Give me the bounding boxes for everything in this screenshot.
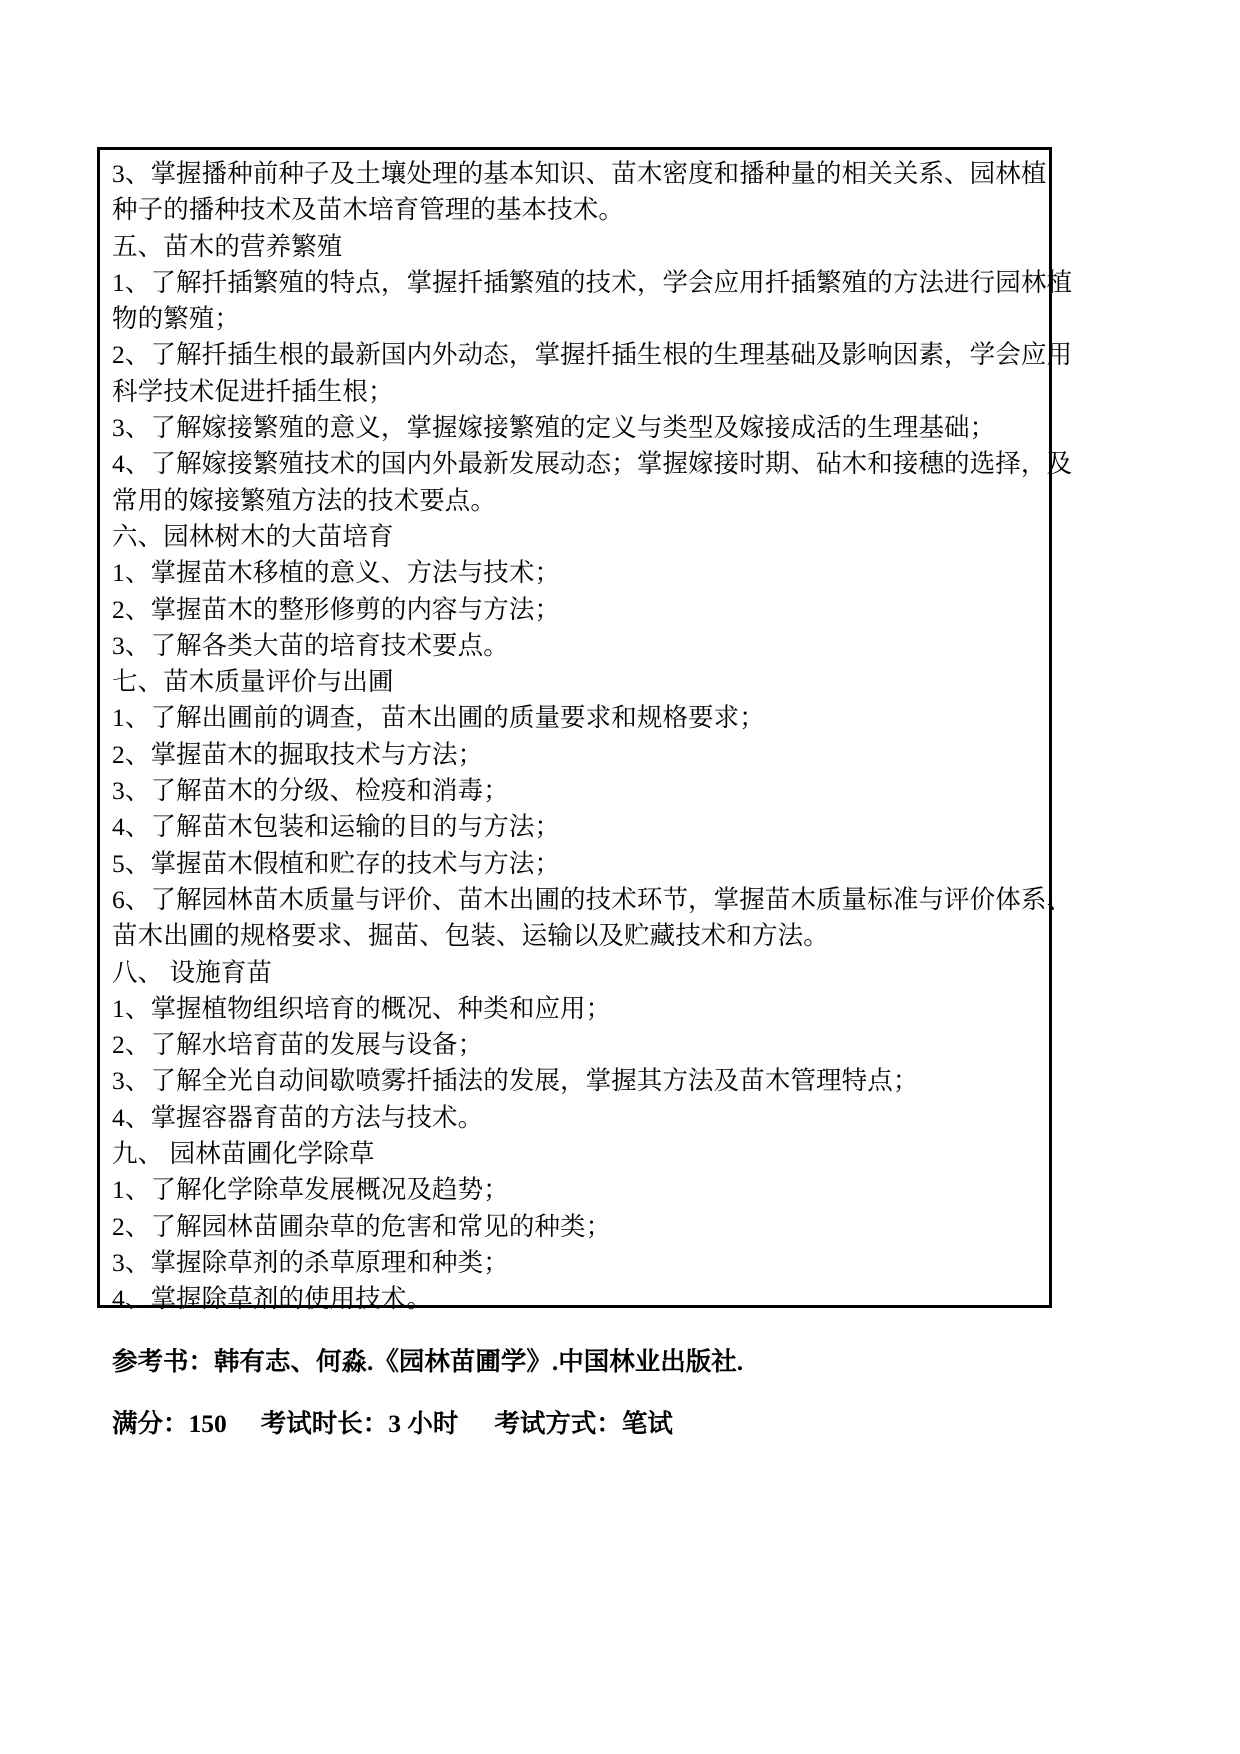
section-heading-eight: 八、 设施育苗 [112,957,273,987]
syllabus-line: 5、掌握苗木假植和贮存的技术与方法； [112,848,561,878]
syllabus-line: 3、了解各类大苗的培育技术要点。 [112,630,509,660]
syllabus-line: 3、掌握播种前种子及土壤处理的基本知识、苗木密度和播种量的相关关系、园林植 [112,159,1047,188]
syllabus-line: 3、掌握除草剂的杀草原理和种类； [112,1247,509,1277]
syllabus-line: 3、了解全光自动间歇喷雾扦插法的发展，掌握其方法及苗木管理特点； [112,1066,919,1096]
exam-duration-label: 考试时长：3 小时 [260,1408,459,1438]
syllabus-line: 常用的嫁接繁殖方法的技术要点。 [112,485,497,515]
syllabus-line: 4、了解苗木包装和运输的目的与方法； [112,812,561,842]
spacer [112,1380,1040,1406]
section-heading-seven: 七、苗木质量评价与出圃 [112,667,394,697]
section-heading-nine: 九、 园林苗圃化学除草 [112,1139,375,1169]
syllabus-line: 苗木出圃的规格要求、掘苗、包装、运输以及贮藏技术和方法。 [112,921,829,951]
exam-info-line [112,1406,1040,1442]
syllabus-line: 2、掌握苗木的掘取技术与方法； [112,739,484,769]
syllabus-line: 1、了解化学除草发展概况及趋势； [112,1175,509,1205]
syllabus-line: 4、了解嫁接繁殖技术的国内外最新发展动态；掌握嫁接时期、砧木和接穗的选择，及 [112,449,1073,479]
syllabus-line: 1、掌握植物组织培育的概况、种类和应用； [112,993,612,1023]
syllabus-text-body [112,156,1073,1442]
syllabus-line: 科学技术促进扦插生根； [112,376,394,406]
syllabus-line: 2、了解园林苗圃杂草的危害和常见的种类； [112,1211,612,1241]
exam-method-label: 考试方式：笔试 [494,1408,673,1438]
section-heading-five: 五、苗木的营养繁殖 [112,231,343,261]
syllabus-line: 3、了解苗木的分级、检疫和消毒； [112,776,509,806]
section-heading-six: 六、园林树木的大苗培育 [112,521,394,551]
syllabus-line: 1、了解扦插繁殖的特点，掌握扦插繁殖的技术，学会应用扦插繁殖的方法进行园林植 [112,267,1073,297]
syllabus-line: 2、了解扦插生根的最新国内外动态，掌握扦插生根的生理基础及影响因素，学会应用 [112,340,1073,370]
syllabus-line: 物的繁殖； [112,304,241,334]
syllabus-line: 种子的播种技术及苗木培育管理的基本技术。 [112,195,625,225]
syllabus-line: 4、掌握容器育苗的方法与技术。 [112,1102,484,1132]
syllabus-line: 6、了解园林苗木质量与评价、苗木出圃的技术环节，掌握苗木质量标准与评价体系、 [112,884,1073,914]
spacer [112,1318,1040,1344]
syllabus-line: 2、掌握苗木的整形修剪的内容与方法； [112,594,561,624]
syllabus-content-box [97,147,1073,1438]
syllabus-line: 3、了解嫁接繁殖的意义，掌握嫁接繁殖的定义与类型及嫁接成活的生理基础； [112,413,996,443]
syllabus-line: 1、了解出圃前的调查，苗木出圃的质量要求和规格要求； [112,703,765,733]
reference-book-line: 参考书：韩有志、何淼.《园林苗圃学》.中国林业出版社. [112,1346,744,1376]
syllabus-line: 1、掌握苗木移植的意义、方法与技术； [112,558,561,588]
syllabus-line: 4、掌握除草剂的使用技术。 [112,1284,433,1314]
full-score-label: 满分：150 [112,1408,227,1438]
syllabus-line: 2、了解水培育苗的发展与设备； [112,1030,484,1060]
